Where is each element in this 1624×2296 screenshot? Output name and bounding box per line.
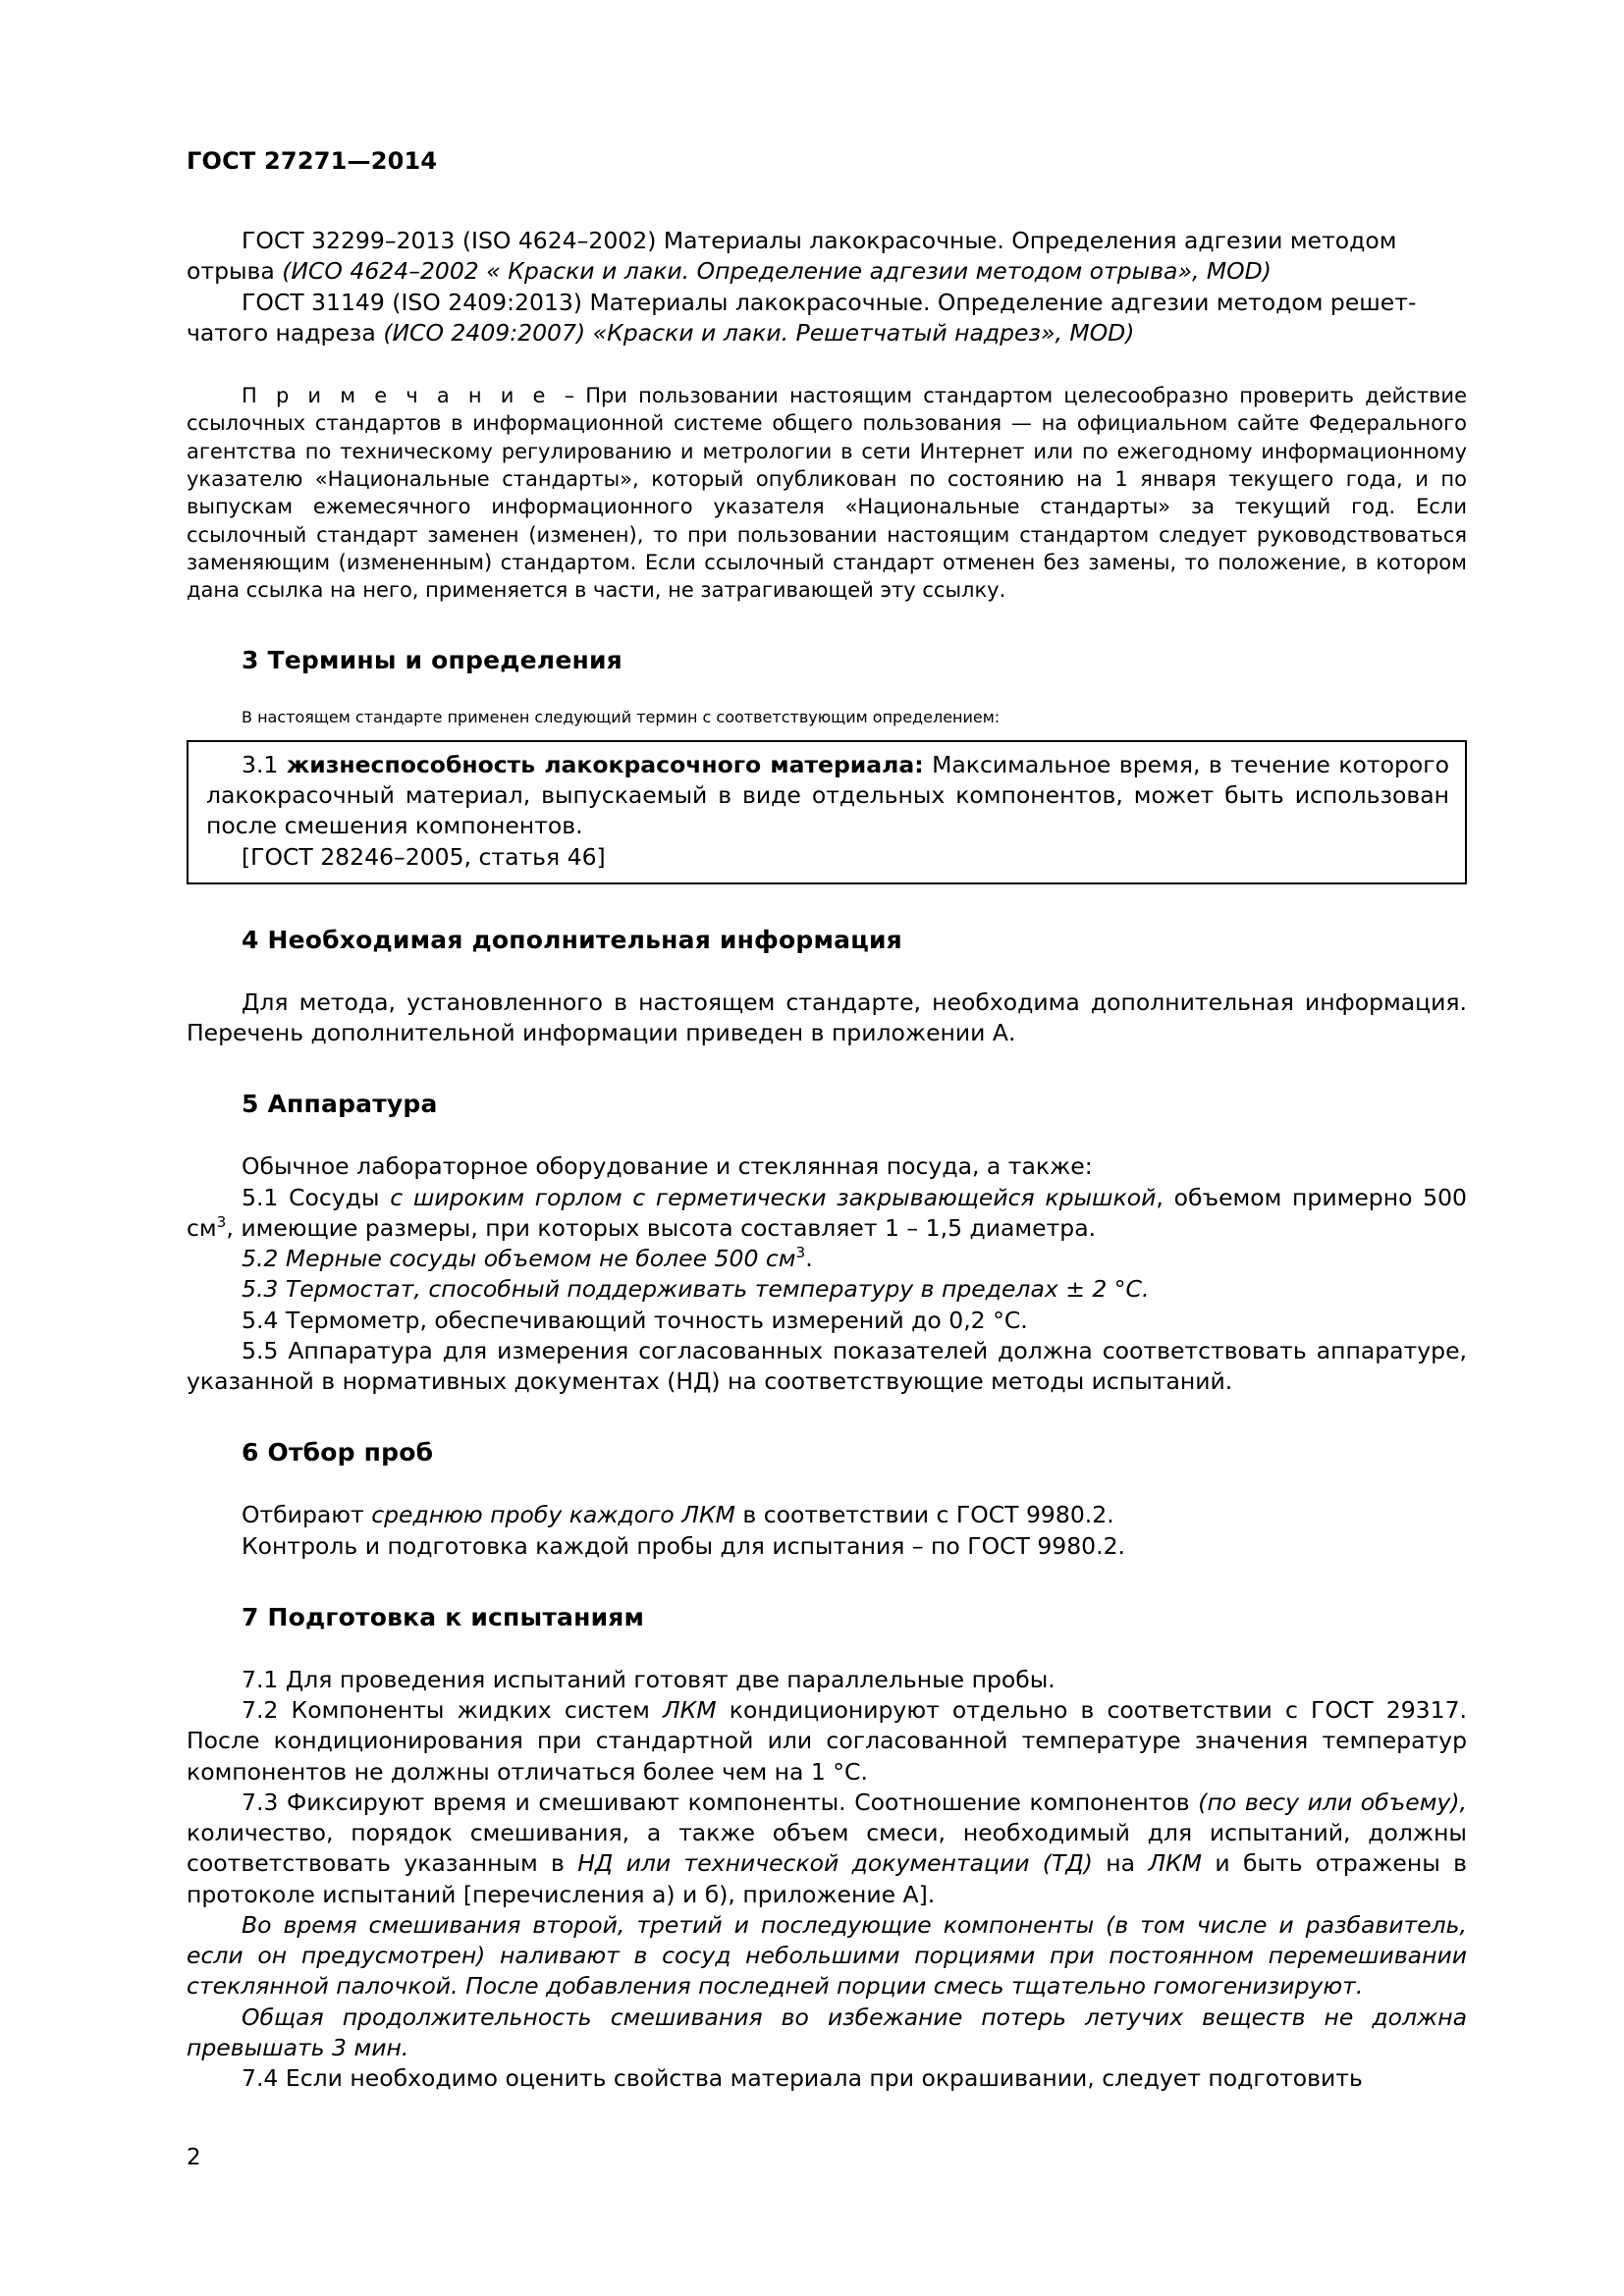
item-7-4: 7.4 Если необходимо оценить свойства материала при окрашивании, следует подготовить <box>242 2064 1363 2092</box>
reference-line: ГОСТ 32299–2013 (ISO 4624–2002) Материалы лакокрасочные. Определения адгезии методом <box>242 227 1397 254</box>
term-definition: Максимальное время, в течение которого лакокрасочный материал, выпускаемый в виде отдельных компонентов, может быть использован после смешения компонентов. <box>206 750 1450 840</box>
section3-intro: В настоящем стандарте применен следующий термин с соответствующим определением: <box>242 707 1001 726</box>
section6-line1-a: Отбирают <box>242 1501 372 1529</box>
reference-line-plain: чатого надреза <box>187 318 384 347</box>
item-7-3-b: количество, порядок смешивания, а также объем смеси, необходимый для испытаний, должны соответствовать указанным в <box>187 1819 1467 1878</box>
item-7-3-it1: (по весу или объему), <box>1198 1788 1467 1816</box>
item-5-4: 5.4 Термометр, обеспечивающий точность измерений до 0,2 °С. <box>242 1306 1028 1334</box>
reference-item-cont <box>187 256 1467 287</box>
section6-line1-italic: среднюю пробу каждого ЛКМ <box>371 1501 735 1529</box>
item-7-3-par3-italic: Общая продолжительность смешивания во избежание потерь летучих веществ не должна превышать 3 мин. <box>187 2002 1467 2061</box>
note-text: – При пользовании настоящим стандартом целесообразно проверить действие ссылочных стандартов в информационной системе общего пользования — на официальном сайте Федерального агентства по техническому регулированию и метрологии в сети Интернет или по ежегодному информационному указателю «Национальные стандарты», который опубликован по состоянию на 1 января текущего года, и по выпускам ежемесячного информационного указателя «Национальные стандарты» за текущий год. Если ссылочный стандарт заменен (изменен), то при пользовании настоящим стандартом следует руководствоваться заменяющим (измененным) стандартом. Если ссылочный стандарт отменен без замены, то положение, в котором дана ссылка на него, применяется в части, не затрагивающей эту ссылку. <box>187 384 1468 603</box>
note-label: П р и м е ч а н и е <box>242 384 565 407</box>
item-5-1-c: , имеющие размеры, при которых высота составляет 1 – 1,5 диаметра. <box>226 1213 1097 1242</box>
section-heading-4: 4 Необходимая дополнительная информация <box>242 925 902 954</box>
item-7-3-it2: НД или технической документации (ТД) <box>577 1849 1093 1878</box>
item-7-2-a: 7.2 Компоненты жидких систем <box>242 1696 663 1724</box>
reference-item-cont <box>187 318 1467 348</box>
item-5-5: 5.5 Аппаратура для измерения согласованных показателей должна соответствовать аппаратуре, указанной в нормативных документах (НД) на соответствующие методы испытаний. <box>187 1336 1467 1395</box>
reference-line-plain: отрыва <box>187 257 283 286</box>
term-name: жизнеспособность лакокрасочного материала: <box>286 750 924 778</box>
section4-paragraph: Для метода, установленного в настоящем стандарте, необходима дополнительная информация. Перечень дополнительной информации приведен в приложении А. <box>187 988 1467 1046</box>
reference-line-italic: (ИСО 4624–2002 « Краски и лаки. Определение адгезии методом отрыва», MOD) <box>282 257 1272 286</box>
note-paragraph <box>187 382 1467 605</box>
item-5-1-a: 5.1 Сосуды <box>242 1183 391 1211</box>
item-5-3 <box>187 1274 1467 1305</box>
term-number: 3.1 <box>242 750 287 778</box>
item-5-2-italic: 5.2 Мерные сосуды объемом не более 500 см <box>242 1245 796 1272</box>
item-5-1 <box>187 1183 1467 1245</box>
section7-body <box>187 1665 1467 2095</box>
term-source: [ГОСТ 28246–2005, статья 46] <box>242 842 606 871</box>
item-7-3-a: 7.3 Фиксируют время и смешивают компоненты. Соотношение компонентов <box>242 1788 1199 1816</box>
item-7-3-it3: ЛКМ <box>1148 1849 1203 1878</box>
section6-line1-b: в соответствии с ГОСТ 9980.2. <box>734 1501 1114 1529</box>
item-5-1-italic: с широким горлом с герметически закрывающейся крышкой <box>390 1183 1157 1211</box>
item-7-3-par2-italic: Во время смешивания второй, третий и последующие компоненты (в том числе и разбавитель, если он предусмотрен) наливают в сосуд небольшими порциями при постоянном перемешивании стеклянной палочкой. После добавления последней порции смесь тщательно гомогенизируют. <box>187 1910 1467 2001</box>
item-7-3-paragraph-3 <box>187 2002 1467 2064</box>
section6-line-2: Контроль и подготовка каждой пробы для испытания – по ГОСТ 9980.2. <box>242 1531 1126 1560</box>
referenced-standards-block <box>187 226 1467 348</box>
item-5-2 <box>187 1244 1467 1274</box>
reference-item <box>187 288 1467 318</box>
item-7-2 <box>187 1695 1467 1788</box>
page-number: 2 <box>187 2145 201 2170</box>
item-7-1: 7.1 Для проведения испытаний готовят две параллельные пробы. <box>242 1665 1056 1693</box>
section6-line-1 <box>187 1500 1467 1530</box>
reference-line-italic: (ИСО 2409:2007) «Краски и лаки. Решетчатый надрез», MOD) <box>383 318 1135 347</box>
page-header: ГОСТ 27271—2014 <box>187 147 438 175</box>
reference-line: ГОСТ 31149 (ISO 2409:2013) Материалы лакокрасочные. Определение адгезии методом решет- <box>242 288 1417 316</box>
item-5-1-b: , объемом примерно 500 см <box>187 1183 1468 1242</box>
section5-body <box>187 1151 1467 1397</box>
item-7-3 <box>187 1788 1467 1910</box>
item-7-3-paragraph-2 <box>187 1910 1467 2002</box>
item-5-1-sup: 3 <box>216 1212 227 1231</box>
item-5-2-end: . <box>805 1245 813 1272</box>
section-heading-7: 7 Подготовка к испытаниям <box>242 1602 645 1631</box>
item-7-3-d: и быть отражены в протоколе испытаний [перечисления а) и б), приложение А]. <box>187 1849 1467 1908</box>
section5-intro: Обычное лабораторное оборудование и стеклянная посуда, а также: <box>242 1152 1093 1181</box>
item-7-3-c: на <box>1092 1849 1149 1878</box>
section-heading-3: 3 Термины и определения <box>242 645 623 674</box>
section-heading-6: 6 Отбор проб <box>242 1438 434 1468</box>
item-5-2-sup: 3 <box>795 1244 806 1262</box>
section6-body <box>187 1500 1467 1562</box>
term-definition-paragraph <box>206 750 1449 842</box>
term-definition-box <box>187 740 1467 884</box>
reference-item <box>187 226 1467 256</box>
item-5-3-italic: 5.3 Термостат, способный поддерживать температуру в пределах ± 2 °С. <box>242 1275 1150 1304</box>
item-7-2-italic: ЛКМ <box>662 1696 717 1724</box>
item-7-2-b: кондиционируют отдельно в соответствии с ГОСТ 29317. После кондиционирования при стандартной или согласованной температуре значения температур компонентов не должны отличаться более чем на 1 °С. <box>187 1696 1467 1786</box>
section-heading-5: 5 Аппаратура <box>242 1090 438 1119</box>
